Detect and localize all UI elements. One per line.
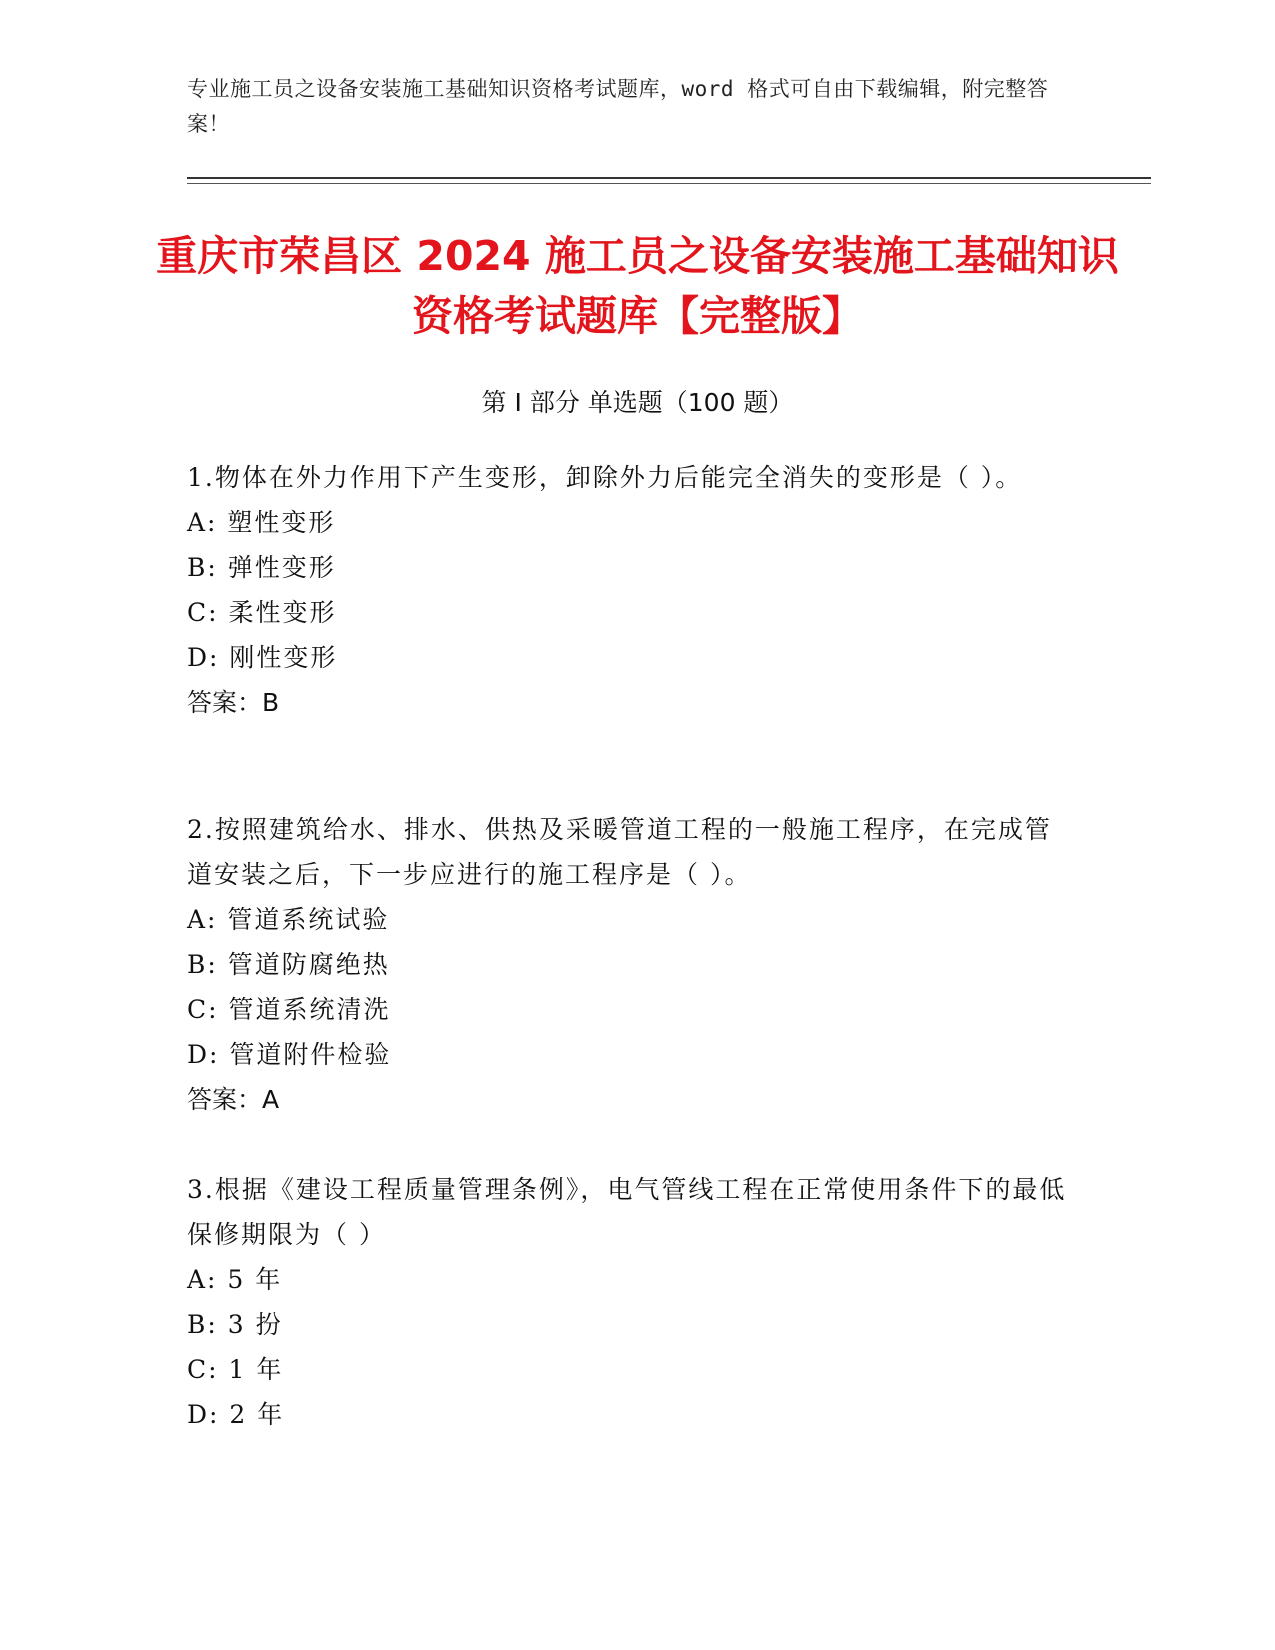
- option-b: B: 管道防腐绝热: [187, 950, 390, 979]
- header-divider-thin: [187, 183, 1151, 184]
- header-divider-thick: [187, 177, 1151, 179]
- question-1: [187, 455, 1067, 725]
- question-text: 2.按照建筑给水、排水、供热及采暖管道工程的一般施工程序，在完成管道安装之后，下一步应进行的施工程序是（ ）。: [187, 815, 1052, 889]
- answer: 答案：B: [187, 688, 280, 717]
- option-d: D: 2 年: [187, 1400, 285, 1429]
- option-a: A: 管道系统试验: [187, 905, 390, 934]
- question-2: [187, 807, 1067, 1122]
- document-title: 重庆市荣昌区 2024 施工员之设备安装施工基础知识资格考试题库【完整版】: [156, 232, 1119, 340]
- option-d: D: 管道附件检验: [187, 1040, 392, 1069]
- option-d: D: 刚性变形: [187, 643, 338, 672]
- option-c: C: 柔性变形: [187, 598, 337, 627]
- option-a: A: 5 年: [187, 1265, 283, 1294]
- answer: 答案：A: [187, 1085, 280, 1114]
- option-a: A: 塑性变形: [187, 508, 336, 537]
- option-c: C: 1 年: [187, 1355, 284, 1384]
- header-note: 专业施工员之设备安装施工基础知识资格考试题库，word 格式可自由下载编辑，附完整答案！: [187, 77, 1049, 136]
- question-text: 3.根据《建设工程质量管理条例》，电气管线工程在正常使用条件下的最低保修期限为（ ）: [187, 1175, 1067, 1249]
- option-b: B: 3 扮: [187, 1310, 283, 1339]
- question-3: [187, 1167, 1067, 1437]
- option-c: C: 管道系统清洗: [187, 995, 391, 1024]
- section-heading: 第 I 部分 单选题（100 题）: [481, 388, 794, 417]
- option-b: B: 弹性变形: [187, 553, 336, 582]
- question-text: 1.物体在外力作用下产生变形，卸除外力后能完全消失的变形是（ ）。: [187, 463, 1023, 492]
